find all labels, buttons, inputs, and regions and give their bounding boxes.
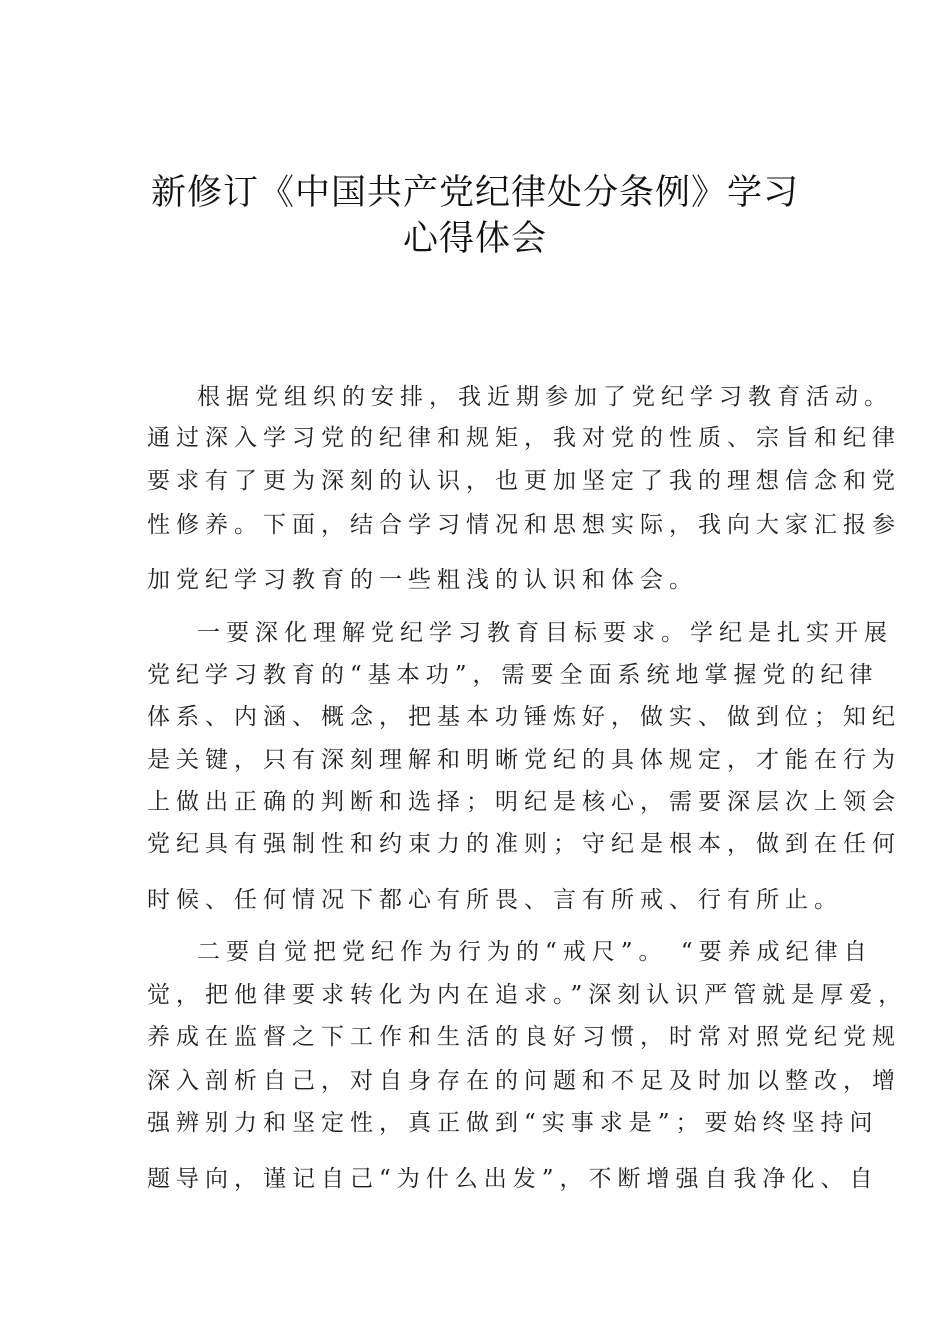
document-title-line-1: 新修订《中国共产党纪律处分条例》学习 [150,173,799,213]
paragraph-1-line-5: 加党纪学习教育的一些粗浅的认识和体会。 [147,567,698,593]
paragraph-1-line-1: 根据党组织的安排，我近期参加了党纪学习教育活动。 [197,384,893,410]
document-title-line-2: 心得体会 [402,219,547,259]
paragraph-1-line-3: 要求有了更为深刻的认识，也更加坚定了我的理想信念和党 [147,468,901,494]
paragraph-3-line-4: 深入剖析自己，对自身存在的问题和不足及时加以整改，增 [147,1068,901,1094]
paragraph-2-line-5: 上做出正确的判断和选择；明纪是核心，需要深层次上领会 [147,789,901,815]
paragraph-1-line-4: 性修养。下面，结合学习情况和思想实际，我向大家汇报参 [147,512,901,538]
paragraph-3-line-2: 觉，把他律要求转化为内在追求。”深刻认识严管就是厚爱， [147,982,908,1008]
paragraph-2-line-2: 党纪学习教育的“基本功”，需要全面系统地掌握党的纪律 [147,662,879,688]
paragraph-2-line-3: 体系、内涵、概念，把基本功锤炼好，做实、做到位；知纪 [147,704,901,730]
paragraph-2-line-1: 一要深化理解党纪学习教育目标要求。学纪是扎实开展 [197,620,893,646]
paragraph-3-line-6: 题导向，谨记自己“为什么出发”，不断增强自我净化、自 [147,1166,879,1192]
paragraph-2-line-6: 党纪具有强制性和约束力的准则；守纪是根本，做到在任何 [147,831,901,857]
paragraph-3-line-5: 强辨别力和坚定性，真正做到“实事求是”；要始终坚持问 [147,1110,879,1136]
paragraph-1-line-2: 通过深入学习党的纪律和规矩，我对党的性质、宗旨和纪律 [147,425,901,451]
paragraph-2-line-7: 时候、任何情况下都心有所畏、言有所戒、行有所止。 [147,887,843,913]
paragraph-3-line-3: 养成在监督之下工作和生活的良好习惯，时常对照党纪党规 [147,1024,901,1050]
paragraph-3-line-1: 二要自觉把党纪作为行为的“戒尺”。 “要养成纪律自 [197,939,873,965]
paragraph-2-line-4: 是关键，只有深刻理解和明晰党纪的具体规定，才能在行为 [147,747,901,773]
